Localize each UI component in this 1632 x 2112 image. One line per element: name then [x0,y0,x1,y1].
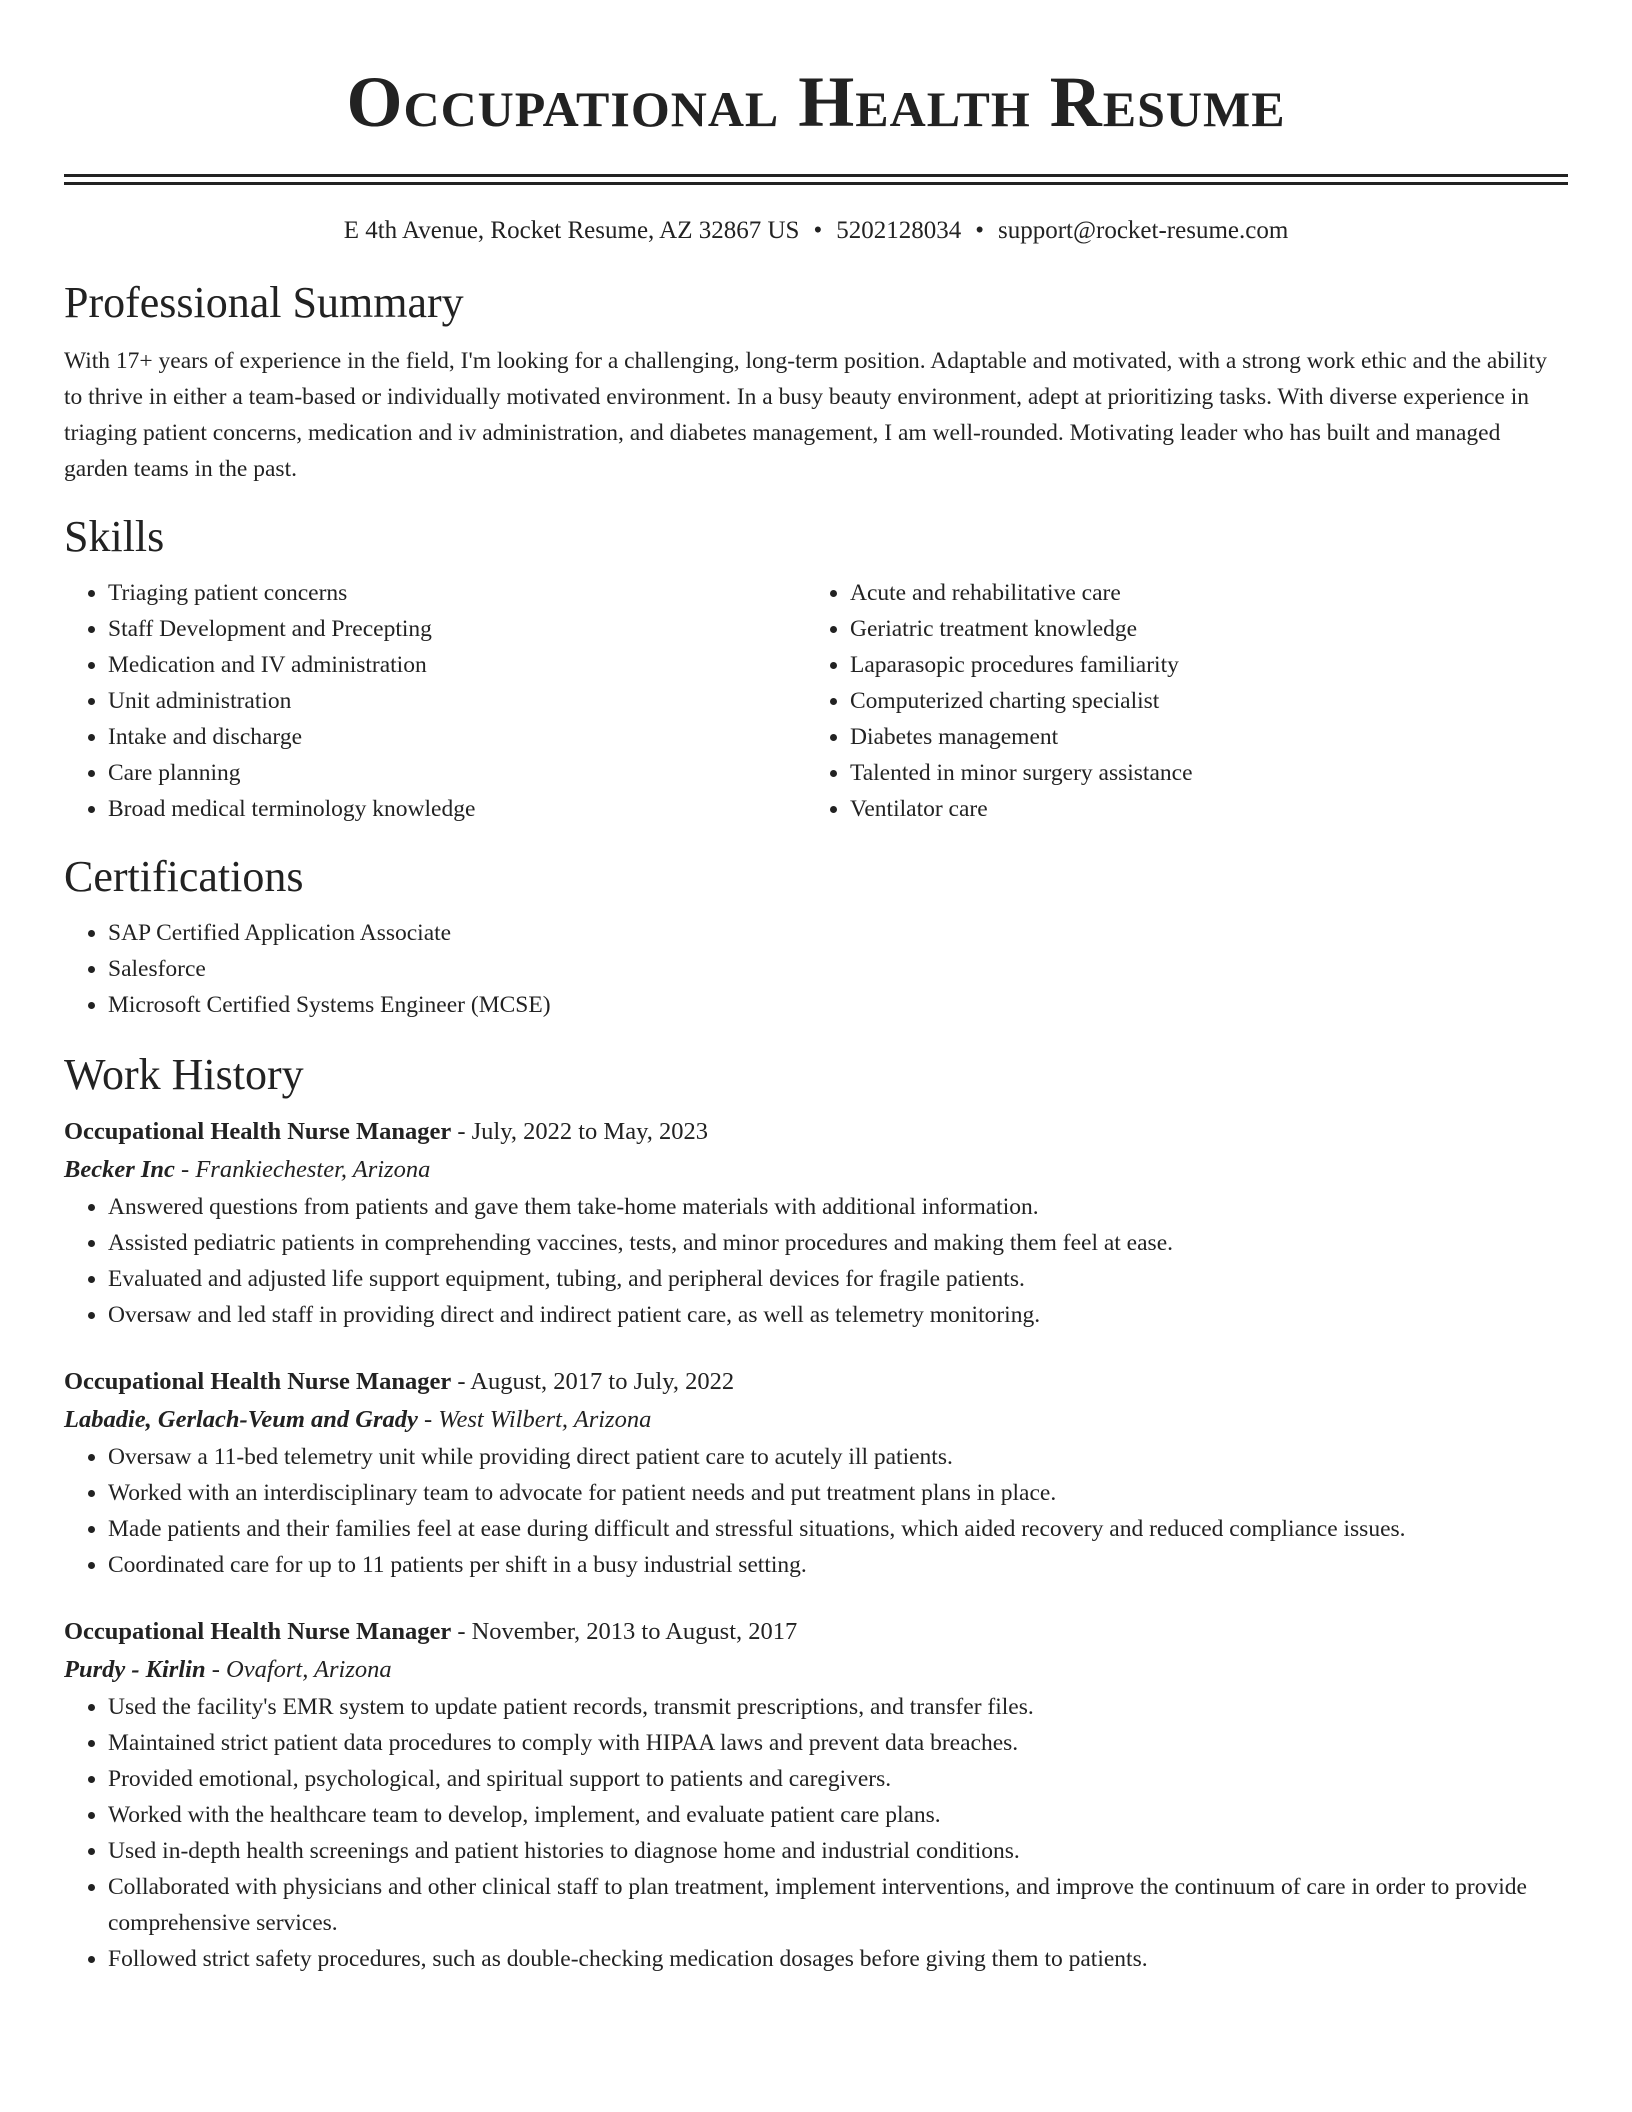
list-item: • Talented in minor surgery assistance [850,755,1548,791]
contact-phone: 5202128034 [836,217,962,244]
job-bullets [64,1689,1568,1977]
list-item: • Care planning [108,755,806,791]
job-entry [64,1113,1568,1333]
job-entry [64,1363,1568,1583]
skills-list-right [806,575,1548,827]
list-item: • Laparasopic procedures familiarity [850,647,1548,683]
list-item: • Diabetes management [850,719,1548,755]
certifications-list [64,915,1568,1023]
skills-list-left [64,575,806,827]
skills-columns [64,575,1568,827]
job-company: Labadie, Gerlach-Veum and Grady [64,1406,418,1433]
job-location: - West Wilbert, Arizona [424,1406,652,1433]
job-company-line [64,1651,1568,1689]
list-item: • Computerized charting specialist [850,683,1548,719]
resume-title: Occupational Health Resume [346,62,1286,142]
job-company-line [64,1401,1568,1439]
job-bullets [64,1189,1568,1333]
certifications-heading: Certifications [64,852,304,901]
job-title-line [64,1363,1568,1401]
job-dates: - August, 2017 to July, 2022 [457,1368,735,1395]
contact-separator: • [813,217,823,244]
list-item: • Answered questions from patients and gave them take-home materials with additional information. [108,1189,1568,1225]
list-item: • Oversaw and led staff in providing direct and indirect patient care, as well as telemetry monitoring. [108,1297,1568,1333]
list-item: • Intake and discharge [108,719,806,755]
list-item: • Worked with the healthcare team to develop, implement, and evaluate patient care plans. [108,1797,1568,1833]
job-title-line [64,1113,1568,1151]
skills-column-right [806,575,1548,827]
contact-email: support@rocket-resume.com [997,217,1289,244]
list-item: • Used the facility's EMR system to update patient records, transmit prescriptions, and transfer files. [108,1689,1568,1725]
list-item: • Oversaw a 11-bed telemetry unit while providing direct patient care to acutely ill patients. [108,1439,1568,1475]
list-item: • Used in-depth health screenings and patient histories to diagnose home and industrial conditions. [108,1833,1568,1869]
contact-separator: • [975,217,984,244]
skills-heading: Skills [64,512,165,561]
job-bullets [64,1439,1568,1583]
list-item: • Ventilator care [850,791,1548,827]
list-item: • SAP Certified Application Associate [108,915,1568,951]
list-item: • Geriatric treatment knowledge [850,611,1548,647]
job-company: Becker Inc [64,1156,175,1183]
list-item: • Unit administration [108,683,806,719]
list-item: • Microsoft Certified Systems Engineer (MCSE) [108,987,1568,1023]
summary-text: With 17+ years of experience in the field, I'm looking for a challenging, long-term position. Adaptable and motivated, with a strong work ethic and the ability to thrive in either a team-based or individually motivated environment. In a busy beauty environment, adept at prioritizing tasks. With diverse experience in triaging patient concerns, medication and iv administration, and diabetes management, I am well-rounded. Motivating leader who has built and managed garden teams in the past. [64,348,1547,482]
list-item: • Assisted pediatric patients in comprehending vaccines, tests, and minor procedures and making them feel at ease. [108,1225,1568,1261]
list-item: • Broad medical terminology knowledge [108,791,806,827]
skills-column-left [64,575,806,827]
list-item: • Acute and rehabilitative care [850,575,1548,611]
title-divider [64,174,1568,185]
list-item: • Triaging patient concerns [108,575,806,611]
list-item: • Coordinated care for up to 11 patients per shift in a busy industrial setting. [108,1547,1568,1583]
job-title: Occupational Health Nurse Manager [64,1118,452,1145]
summary-heading: Professional Summary [64,278,464,327]
list-item: • Provided emotional, psychological, and spiritual support to patients and caregivers. [108,1761,1568,1797]
list-item: • Made patients and their families feel at ease during difficult and stressful situations, which aided recovery and reduced compliance issues. [108,1511,1568,1547]
list-item: • Salesforce [108,951,1568,987]
list-item: • Worked with an interdisciplinary team to advocate for patient needs and put treatment plans in place. [108,1475,1568,1511]
job-dates: - July, 2022 to May, 2023 [457,1118,708,1145]
job-location: - Ovafort, Arizona [211,1656,392,1683]
list-item: • Followed strict safety procedures, such as double-checking medication dosages before giving them to patients. [108,1941,1568,1977]
job-dates: - November, 2013 to August, 2017 [457,1618,798,1645]
job-title: Occupational Health Nurse Manager [64,1618,452,1645]
job-location: - Frankiechester, Arizona [181,1156,431,1183]
job-company-line [64,1151,1568,1189]
job-entry [64,1613,1568,1977]
contact-address: E 4th Avenue, Rocket Resume, AZ 32867 US [343,217,800,244]
list-item: • Staff Development and Precepting [108,611,806,647]
job-title-line [64,1613,1568,1651]
list-item: • Evaluated and adjusted life support equipment, tubing, and peripheral devices for fragile patients. [108,1261,1568,1297]
list-item: • Medication and IV administration [108,647,806,683]
list-item: • Maintained strict patient data procedures to comply with HIPAA laws and prevent data breaches. [108,1725,1568,1761]
job-company: Purdy - Kirlin [64,1656,206,1683]
list-item: • Collaborated with physicians and other clinical staff to plan treatment, implement interventions, and improve the continuum of care in order to provide comprehensive services. [108,1869,1568,1941]
contact-line [64,215,1568,247]
job-title: Occupational Health Nurse Manager [64,1368,452,1395]
work-history-heading: Work History [64,1050,304,1099]
